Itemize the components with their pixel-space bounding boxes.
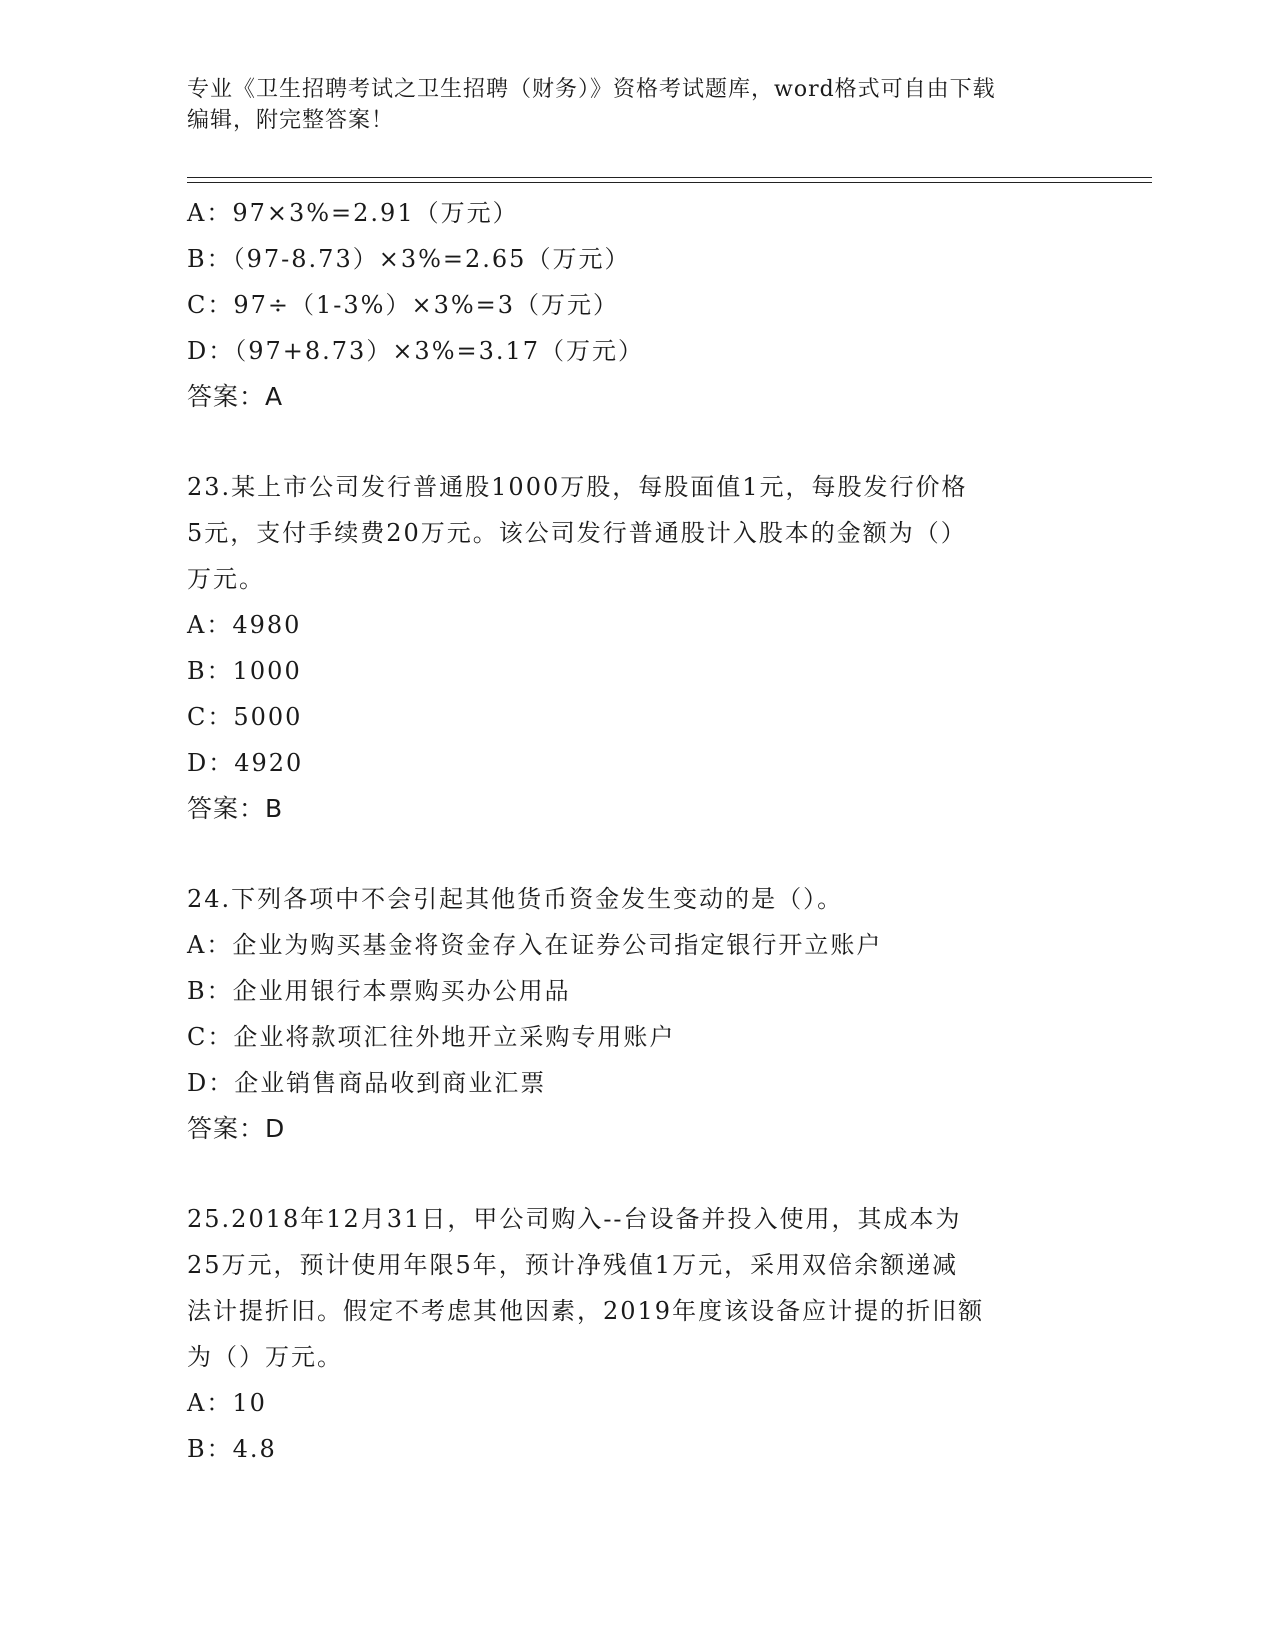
answer: 答案：A [187,382,284,411]
document-header [187,74,1067,136]
header-divider-bottom [187,182,1152,183]
header-line-1: 专业《卫生招聘考试之卫生招聘（财务）》资格考试题库，word格式可自由下载 [187,77,996,102]
option-a: A：10 [187,1389,267,1417]
option-c: C：97÷（1-3%）×3%=3（万元） [187,291,620,319]
spacer [187,420,1067,464]
option-b: B：企业用银行本票购买办公用品 [187,977,571,1005]
question-text-line: 24.下列各项中不会引起其他货币资金发生变动的是（）。 [187,885,844,913]
answer: 答案：B [187,794,284,823]
spacer [187,832,1067,876]
option-a: A：97×3%=2.91（万元） [187,199,519,227]
question-24 [187,876,1067,1152]
option-b: B：4.8 [187,1435,277,1463]
option-b: B：1000 [187,657,302,685]
option-c: C：企业将款项汇往外地开立采购专用账户 [187,1023,676,1051]
question-text-line: 万元。 [187,565,265,593]
header-line-2: 编辑，附完整答案！ [187,108,395,133]
question-22-tail [187,190,1067,420]
question-text-line: 法计提折旧。假定不考虑其他因素，2019年度该设备应计提的折旧额 [187,1297,985,1325]
question-23 [187,464,1067,832]
option-d: D：4920 [187,749,304,777]
option-d: D：企业销售商品收到商业汇票 [187,1069,547,1097]
option-d: D：（97+8.73）×3%=3.17（万元） [187,337,645,365]
option-b: B：（97-8.73）×3%=2.65（万元） [187,245,631,273]
option-a: A：企业为购买基金将资金存入在证券公司指定银行开立账户 [187,931,883,959]
question-25 [187,1196,1067,1472]
spacer [187,1152,1067,1196]
question-text-line: 5元，支付手续费20万元。该公司发行普通股计入股本的金额为（） [187,519,967,547]
question-text-line: 25.2018年12月31日，甲公司购入--台设备并投入使用，其成本为 [187,1205,962,1233]
option-c: C：5000 [187,703,303,731]
question-text-line: 23.某上市公司发行普通股1000万股，每股面值1元，每股发行价格 [187,473,968,501]
option-a: A：4980 [187,611,302,639]
question-list [187,190,1067,1472]
answer: 答案：D [187,1114,286,1143]
question-text-line: 25万元，预计使用年限5年，预计净残值1万元，采用双倍余额递减 [187,1251,959,1279]
question-text-line: 为（）万元。 [187,1343,343,1371]
header-divider-top [187,177,1152,178]
